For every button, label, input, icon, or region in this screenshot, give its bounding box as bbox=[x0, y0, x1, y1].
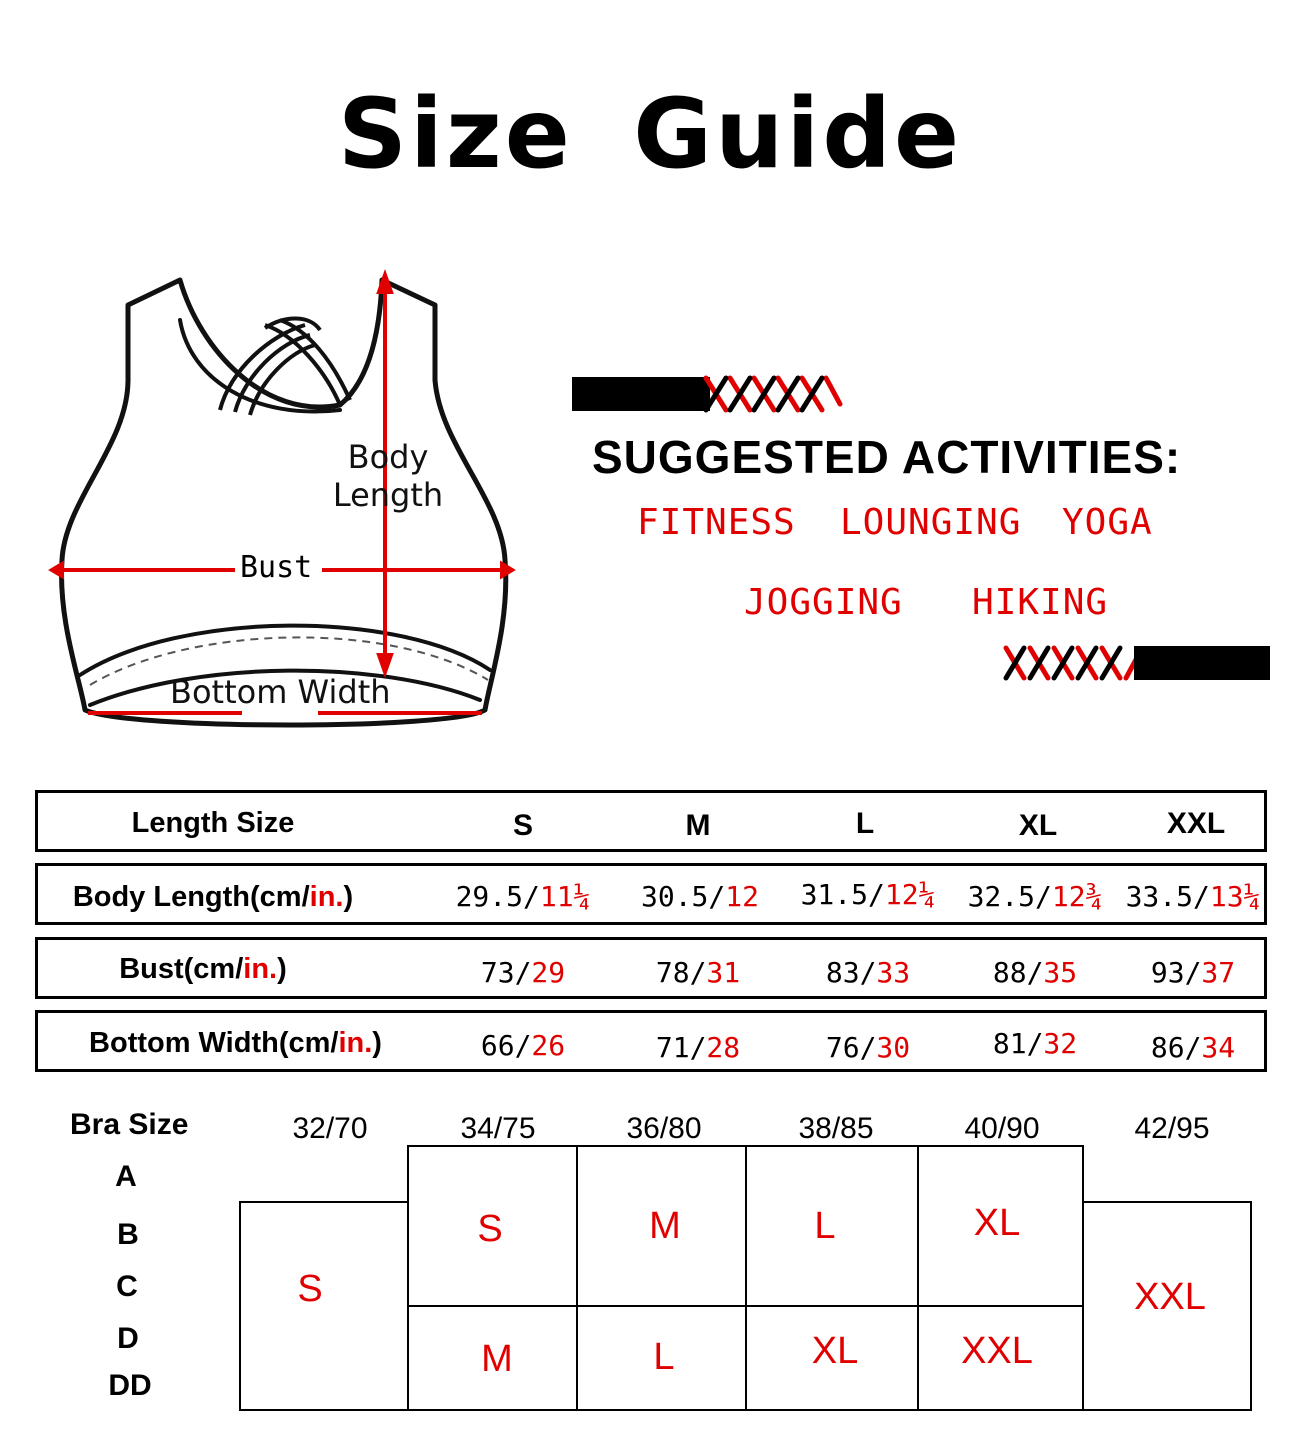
bottom-width-s: 66/26 bbox=[480, 1029, 566, 1062]
body-length-l: 31.5/12¼ bbox=[800, 878, 936, 911]
fit-34-upper: S bbox=[477, 1208, 503, 1250]
cup-b: B bbox=[117, 1218, 139, 1251]
row-label-body-length: Body Length(cm/in.) bbox=[72, 881, 354, 913]
band-36-80: 36/80 bbox=[626, 1112, 702, 1145]
body-length-label bbox=[328, 438, 448, 514]
activity-fitness: FITNESS bbox=[637, 502, 796, 543]
body-length-s: 29.5/11¼ bbox=[455, 880, 591, 913]
band-40-90: 40/90 bbox=[964, 1112, 1040, 1145]
band-38-85: 38/85 bbox=[798, 1112, 874, 1145]
bottom-width-l: 76/30 bbox=[825, 1031, 911, 1064]
bust-m: 78/31 bbox=[655, 956, 741, 989]
underband-top bbox=[80, 626, 490, 675]
size-xl-header: XL bbox=[1018, 809, 1058, 842]
bust-xl: 88/35 bbox=[992, 956, 1078, 989]
band-34-75: 34/75 bbox=[460, 1112, 536, 1145]
band-42-95: 42/95 bbox=[1134, 1112, 1210, 1145]
table-row-body-length bbox=[35, 863, 1267, 925]
activity-hiking: HIKING bbox=[972, 582, 1109, 623]
bottom-width-m: 71/28 bbox=[655, 1031, 741, 1064]
size-m-header: M bbox=[685, 809, 711, 842]
bust-s: 73/29 bbox=[480, 956, 566, 989]
body-length-label-line2: Length bbox=[332, 476, 444, 514]
length-size-label: Length Size bbox=[131, 807, 295, 839]
activity-jogging: JOGGING bbox=[744, 582, 903, 623]
stitch-decoration-top bbox=[572, 374, 844, 414]
row-label-bottom-width: Bottom Width(cm/in.) bbox=[89, 1027, 382, 1059]
size-header-row bbox=[35, 790, 1267, 852]
activity-yoga: YOGA bbox=[1062, 502, 1153, 543]
fit-38-lower: XL bbox=[811, 1330, 859, 1372]
fit-38-upper: L bbox=[814, 1205, 836, 1247]
cup-c: C bbox=[116, 1270, 138, 1303]
bra-size-label: Bra Size bbox=[70, 1108, 189, 1141]
bust-l: 83/33 bbox=[825, 956, 911, 989]
fit-34-lower: M bbox=[481, 1338, 513, 1380]
fit-40-upper: XL bbox=[973, 1202, 1021, 1244]
fit-band-32: S bbox=[297, 1268, 323, 1310]
fit-36-lower: L bbox=[653, 1336, 675, 1378]
page-title: Size Guide bbox=[337, 78, 963, 190]
body-length-xxl: 33.5/13¼ bbox=[1125, 880, 1261, 913]
fit-band-42: XXL bbox=[1134, 1276, 1206, 1318]
cup-dd: DD bbox=[108, 1369, 152, 1402]
table-row-bottom-width bbox=[35, 1010, 1267, 1072]
cup-d: D bbox=[117, 1322, 139, 1355]
row-label-bust: Bust(cm/in.) bbox=[119, 953, 287, 985]
bottom-width-xl: 81/32 bbox=[992, 1027, 1078, 1060]
body-length-m: 30.5/12 bbox=[640, 880, 759, 913]
fit-40-lower: XXL bbox=[961, 1330, 1033, 1372]
bust-label: Bust bbox=[240, 550, 313, 585]
body-length-xl: 32.5/12¾ bbox=[967, 880, 1103, 913]
bust-xxl: 93/37 bbox=[1150, 956, 1236, 989]
size-xxl-header: XXL bbox=[1166, 807, 1226, 840]
body-length-label-line1: Body bbox=[347, 438, 429, 476]
size-l-header: L bbox=[855, 807, 875, 840]
activities-heading: SUGGESTED ACTIVITIES: bbox=[592, 431, 1182, 483]
stitch-decoration-bottom bbox=[1000, 644, 1272, 684]
size-s-header: S bbox=[512, 809, 533, 842]
bottom-width-xxl: 86/34 bbox=[1150, 1031, 1236, 1064]
band-32-70: 32/70 bbox=[292, 1112, 368, 1145]
bottom-width-label: Bottom Width bbox=[170, 673, 391, 711]
cup-a: A bbox=[115, 1160, 137, 1193]
table-row-bust bbox=[35, 937, 1267, 999]
activity-lounging: LOUNGING bbox=[840, 502, 1022, 543]
fit-36-upper: M bbox=[649, 1205, 681, 1247]
